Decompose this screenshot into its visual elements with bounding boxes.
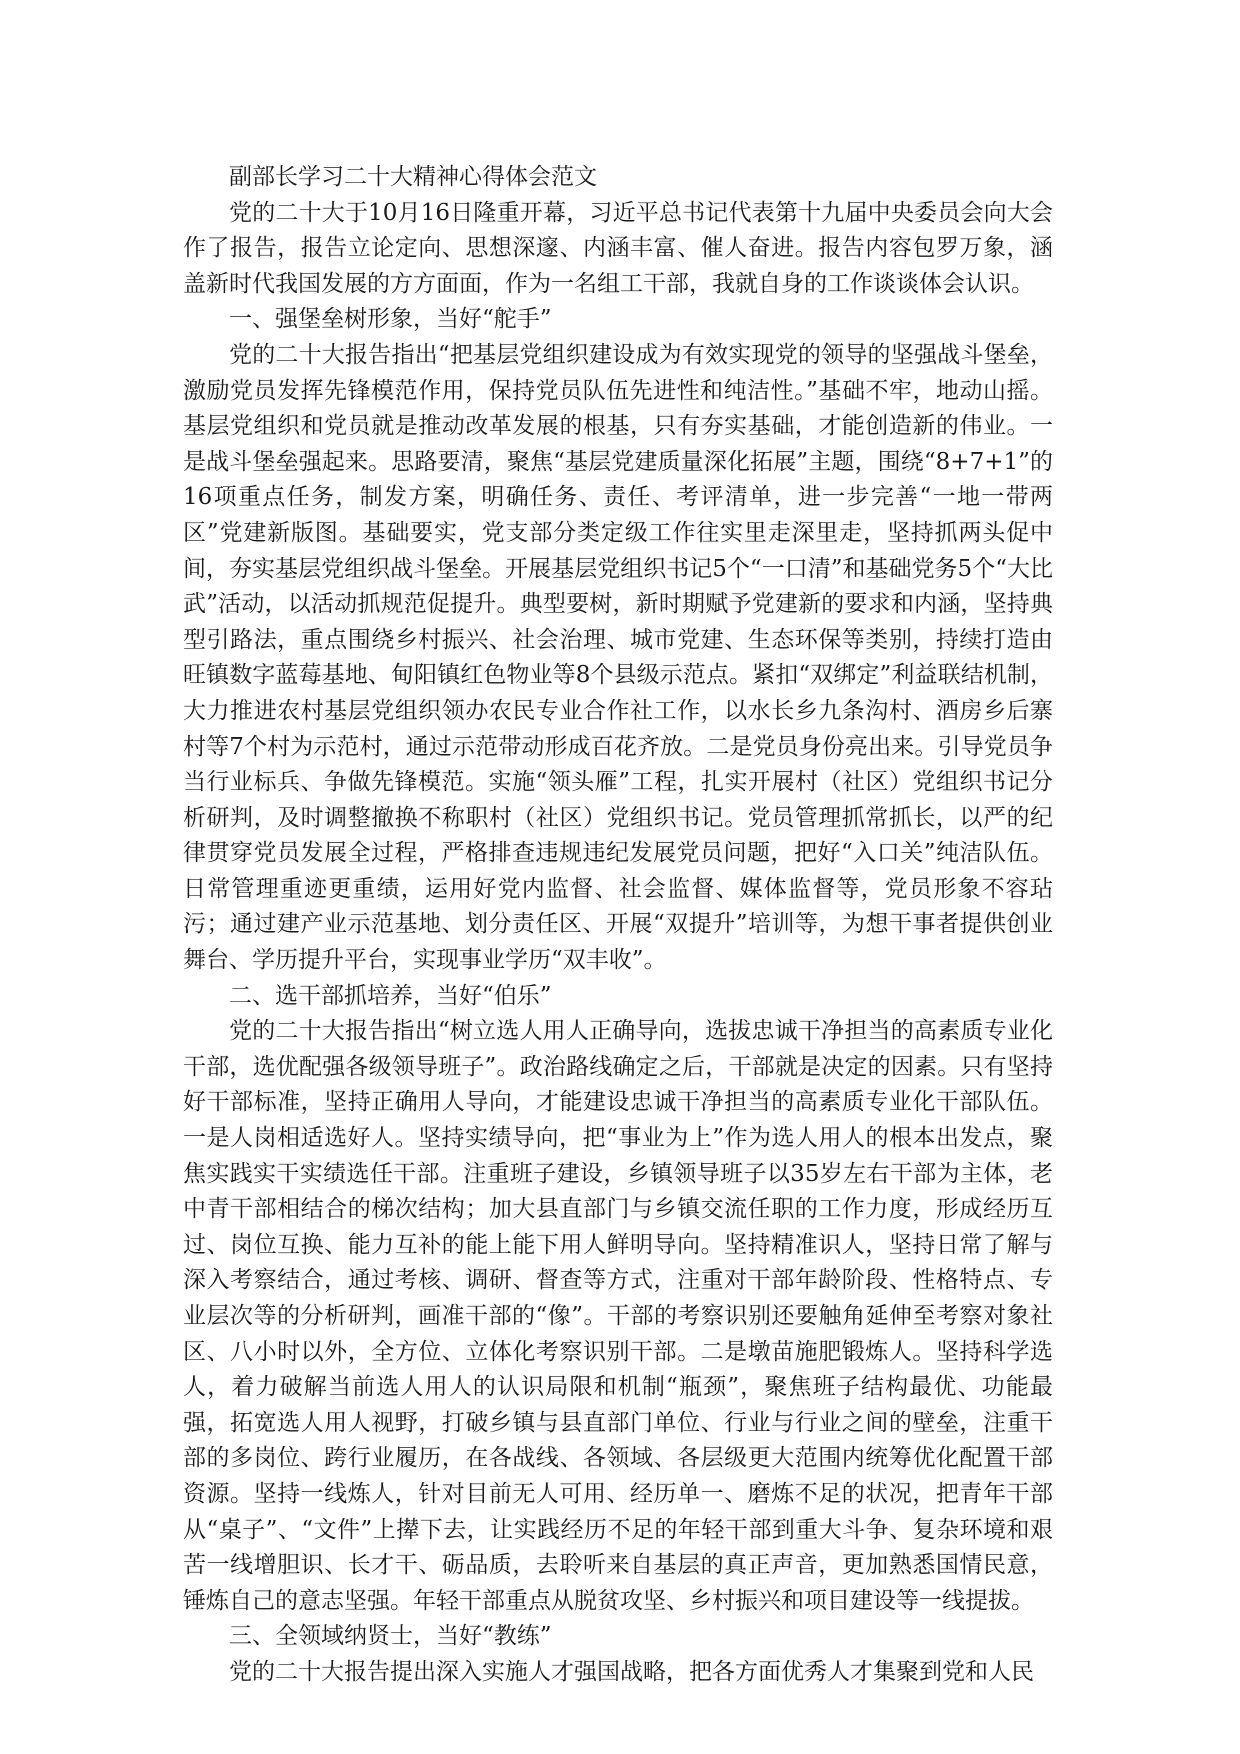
section-heading-3: 三、全领域纳贤士，当好“教练” [229,1623,552,1650]
paragraph-section-3: 党的二十大报告提出深入实施人才强国战略，把各方面优秀人才集聚到党和人民 [229,1658,1034,1685]
paragraph-section-1: 党的二十大报告指出“把基层党组织建设成为有效实现党的领导的坚强战斗堡垒，激励党员发挥先锋模范作用，保持党员队伍先进性和纯洁性。”基础不牢，地动山摇。基层党组织和党员就是推动改革发展的根基，只有夯实基础，才能创造新的伟业。一是战斗堡垒强起来。思路要清，聚焦“基层党建质量深化拓展”主题，围绕“8+7+1”的16项重点任务，制发方案，明确任务、责任、考评清单，进一步完善“一地一带两区”党建新版图。基础要实，党支部分类定级工作往实里走深里走，坚持抓两头促中间，夯实基层党组织战斗堡垒。开展基层党组织书记5个“一口清”和基础党务5个“大比武”活动，以活动抓规范促提升。典型要树，新时期赋予党建新的要求和内涵，坚持典型引路法，重点围绕乡村振兴、社会治理、城市党建、生态环保等类别，持续打造由旺镇数字蓝莓基地、甸阳镇红色物业等8个县级示范点。紧扣“双绑定”利益联结机制，大力推进农村基层党组织领办农民专业合作社工作，以水长乡九条沟村、酒房乡后寨村等7个村为示范村，通过示范带动形成百花齐放。二是党员身份亮出来。引导党员争当行业标兵、争做先锋模范。实施“领头雁”工程，扎实开展村（社区）党组织书记分析研判，及时调整撤换不称职村（社区）党组织书记。党员管理抓常抓长，以严的纪律贯穿党员发展全过程，严格排查违规违纪发展党员问题，把好“入口关”纯洁队伍。日常管理重迹更重绩，运用好党内监督、社会监督、媒体监督等，党员形象不容玷污；通过建产业示范基地、划分责任区、开展“双提升”培训等，为想干事者提供创业舞台、学历提升平台，实现事业学历“双丰收”。 [183,341,1053,974]
paragraph-intro: 党的二十大于10月16日隆重开幕，习近平总书记代表第十九届中央委员会向大会作了报告，报告立论定向、思想深邃、内涵丰富、催人奋进。报告内容包罗万象，涵盖新时代我国发展的方方面面，作为一名组工干部，我就自身的工作谈谈体会认识。 [183,199,1053,297]
section-heading-2: 二、选干部抓培养，当好“伯乐” [229,982,552,1009]
document-title: 副部长学习二十大精神心得体会范文 [229,164,597,190]
document-body [183,160,1053,1691]
section-heading-1: 一、强堡垒树形象，当好“舵手” [229,306,552,333]
paragraph-section-2: 党的二十大报告指出“树立选人用人正确导向，选拔忠诚干净担当的高素质专业化干部，选优配强各级领导班子”。政治路线确定之后，干部就是决定的因素。只有坚持好干部标准，坚持正确用人导向，才能建设忠诚干净担当的高素质专业化干部队伍。一是人岗相适选好人。坚持实绩导向，把“事业为上”作为选人用人的根本出发点，聚焦实践实干实绩选任干部。注重班子建设，乡镇领导班子以35岁左右干部为主体，老中青干部相结合的梯次结构；加大县直部门与乡镇交流任职的工作力度，形成经历互过、岗位互换、能力互补的能上能下用人鲜明导向。坚持精准识人，坚持日常了解与深入考察结合，通过考核、调研、督查等方式，注重对干部年龄阶段、性格特点、专业层次等的分析研判，画准干部的“像”。干部的考察识别还要触角延伸至考察对象社区、八小时以外，全方位、立体化考察识别干部。二是墩苗施肥锻炼人。坚持科学选人，着力破解当前选人用人的认识局限和机制“瓶颈”，聚焦班子结构最优、功能最强，拓宽选人用人视野，打破乡镇与县直部门单位、行业与行业之间的壁垒，注重干部的多岗位、跨行业履历，在各战线、各领域、各层级更大范围内统筹优化配置干部资源。坚持一线炼人，针对目前无人可用、经历单一、磨炼不足的状况，把青年干部从“桌子”、“文件”上撵下去，让实践经历不足的年轻干部到重大斗争、复杂环境和艰苦一线增胆识、长才干、砺品质，去聆听来自基层的真正声音，更加熟悉国情民意，锤炼自己的意志坚强。年轻干部重点从脱贫攻坚、乡村振兴和项目建设等一线提拔。 [183,1018,1053,1614]
